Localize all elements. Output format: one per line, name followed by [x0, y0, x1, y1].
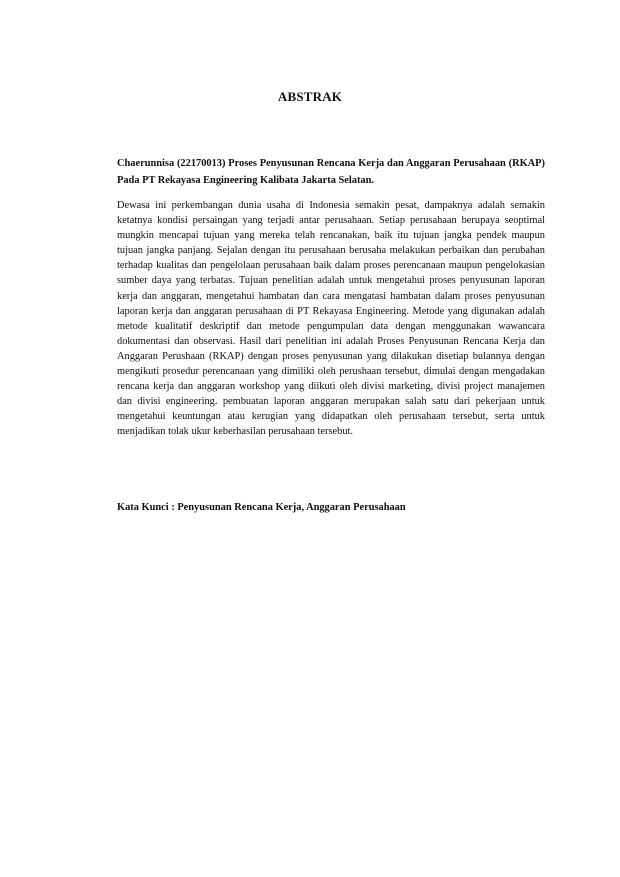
keywords-line: Kata Kunci : Penyusunan Rencana Kerja, Anggaran Perusahaan [117, 502, 406, 513]
page-title: ABSTRAK [277, 89, 343, 104]
author-and-thesis-title: Chaerunnisa (22170013) Proses Penyusunan Rencana Kerja dan Anggaran Perusahaan (RKAP) Pada PT Rekayasa Engineering Kalibata Jakarta Selatan. [117, 158, 545, 186]
abstract-paragraph: Dewasa ini perkembangan dunia usaha di Indonesia semakin pesat, dampaknya adalah semakin ketatnya kondisi persaingan yang terjadi antar perusahaan. Setiap perusahaan berupaya seoptimal mungkin mencapai tujuan yang mereka telah rencanakan, baik itu tujuan jangka pendek maupun tujuan jangka panjang. Sejalan dengan itu perusahaan berusaha melakukan perbaikan dan perubahan terhadap kualitas dan pengelolaan perusahaan baik dalam proses perencanaan maupun pengelokasian sumber daya yang terbatas. Tujuan penelitian adalah untuk mengetahui proses penyusunan laporan kerja dan anggaran, mengetahui hambatan dan cara mengatasi hambatan dalam proses penyusunan laporan kerja dan anggaran perusahaan di PT Rekayasa Engineering. Metode yang digunakan adalah metode kualitatif deskriptif dan metode pengumpulan data dengan menggunakan wawancara dokumentasi dan observasi. Hasil dari penelitian ini adalah Proses Penyusunan Rencana Kerja dan Anggaran Perushaan (RKAP) dengan proses penyusunan yang dilakukan disetiap bulannya dengan mengikuti prosedur perencanaan yang dimiliki oleh perushaan tersebut, dimulai dengan mengadakan rencana kerja dan anggaran workshop yang diikuti oleh divisi marketing, divisi project manajemen dan divisi engineering. pembuatan laporan anggaran merupakan salah satu dari pekerjaan untuk mengetahui keuntungan atau kerugian yang didapatkan oleh perusahaan tersebut, serta untuk menjadikan tolak ukur keberhasilan perusahaan tersebut. [117, 200, 545, 438]
